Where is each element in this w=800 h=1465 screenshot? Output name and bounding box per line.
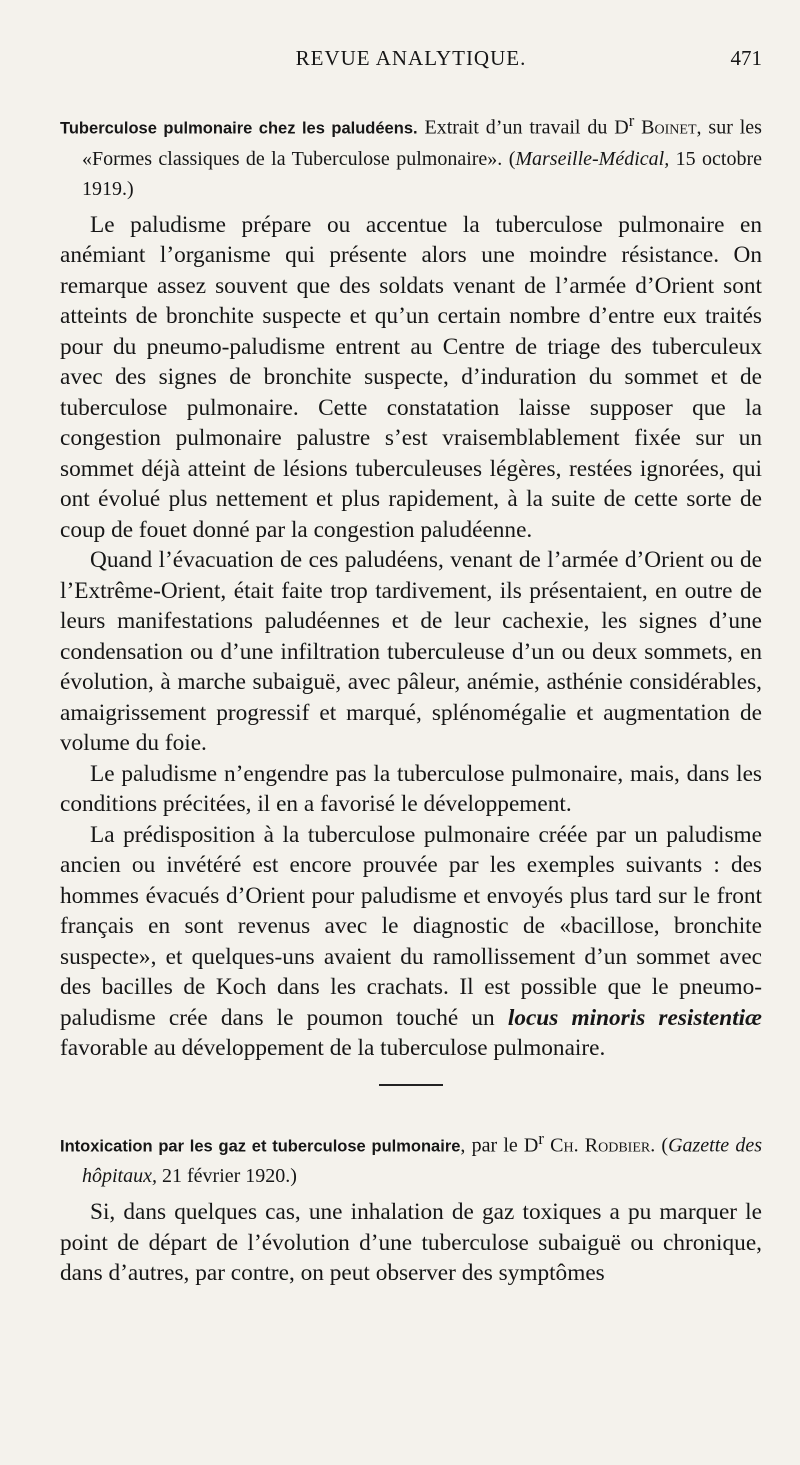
article-reference (60, 1124, 762, 1192)
article-reference (60, 106, 762, 204)
author-name: Ch. Rodbier. (550, 1134, 656, 1157)
page-number: 471 (730, 46, 762, 70)
journal-name: Marseille-Médical, (515, 147, 670, 170)
running-head (60, 38, 762, 82)
section-separator (379, 1084, 443, 1086)
paragraph: Le paludisme n’engendre pas la tuberculose pulmonaire, mais, dans les conditions précitées, il en a favorisé le développement. (60, 760, 762, 818)
article-title: Tuberculose pulmonaire chez les paludéens. (60, 119, 418, 138)
reference-open: ( (655, 1134, 669, 1157)
paragraph: Quand l’évacuation de ces paludéens, venant de l’armée d’Orient ou de l’Extrême-Orient, était faite trop tardivement, ils présentaient, en outre de leurs manifestations paludéennes et de leur cachexie, les signes d’une condensation ou d’une infiltration tuberculeuse d’un ou deux sommets, en évolution, à marche subaiguë, avec pâleur, anémie, asthénie considérables, amaigrissement progressif et marqué, splénomégalie et augmentation de volume du foie. (60, 547, 762, 757)
paragraph-text-end: favorable au développement de la tuberculose pulmonaire. (60, 1035, 606, 1062)
journal-name: Gazette des hôpitaux, (82, 1134, 762, 1188)
paragraph: Si, dans quelques cas, une inhalation de gaz toxiques a pu marquer le point de départ de l’évolution d’une tuberculose subaiguë ou chronique, dans d’autres, par contre, on peut observer des symptômes (60, 1199, 762, 1287)
paragraph (60, 820, 762, 1064)
reference-text: Extrait d’un travail du D (417, 116, 629, 139)
article-title: Intoxication par les gaz et tuberculose pulmonaire (60, 1137, 461, 1156)
reference-text-tail: , sur les «Formes classiques de la Tuberculose pulmonaire». ( (82, 116, 762, 170)
publication-date: 15 octobre 1919.) (82, 147, 762, 200)
paragraph: Le paludisme prépare ou accentue la tuberculose pulmonaire en anémiant l’organisme qui présente alors une moindre résistance. On remarque assez souvent que des soldats venant de l’armée d’Orient sont atteints de bronchite suspecte et qu’un certain nombre d’entre eux traités pour du pneumo-paludisme entrent au Centre de triage des tuberculeux avec des signes de bronchite suspecte, d’induration du sommet et de tuberculose pulmonaire. Cette constatation laisse supposer que la congestion pulmonaire palustre s’est vraisemblablement fixée sur un sommet déjà atteint de lésions tuberculeuses légères, restées ignorées, qui ont évolué plus nettement et plus rapidement, à la suite de cette sorte de coup de fouet donné par la congestion paludéenne. (60, 211, 762, 543)
latin-phrase: locus minoris resistentiæ (507, 1004, 762, 1031)
doctor-superscript: r (628, 111, 635, 130)
paragraph-text: La prédisposition à la tuberculose pulmonaire créée par un paludisme ancien ou invétéré est encore prouvée par les exemples suivants : des hommes évacués d’Orient pour paludisme et envoyés plus tard sur le front français en sont revenus avec le diagnostic de «bacillose, bronchite suspecte», et quelques-uns avaient du ramollissement d’un sommet avec des bacilles de Koch dans les crachats. Il est possible que le pneumo-paludisme crée dans le poumon touché un (60, 821, 762, 1031)
publication-date: 21 février 1920.) (157, 1165, 297, 1188)
doctor-superscript: r (538, 1128, 544, 1148)
running-title: REVUE ANALYTIQUE. (295, 46, 527, 70)
reference-text: , par le D (460, 1134, 539, 1157)
author-name: Boinet (641, 116, 697, 139)
